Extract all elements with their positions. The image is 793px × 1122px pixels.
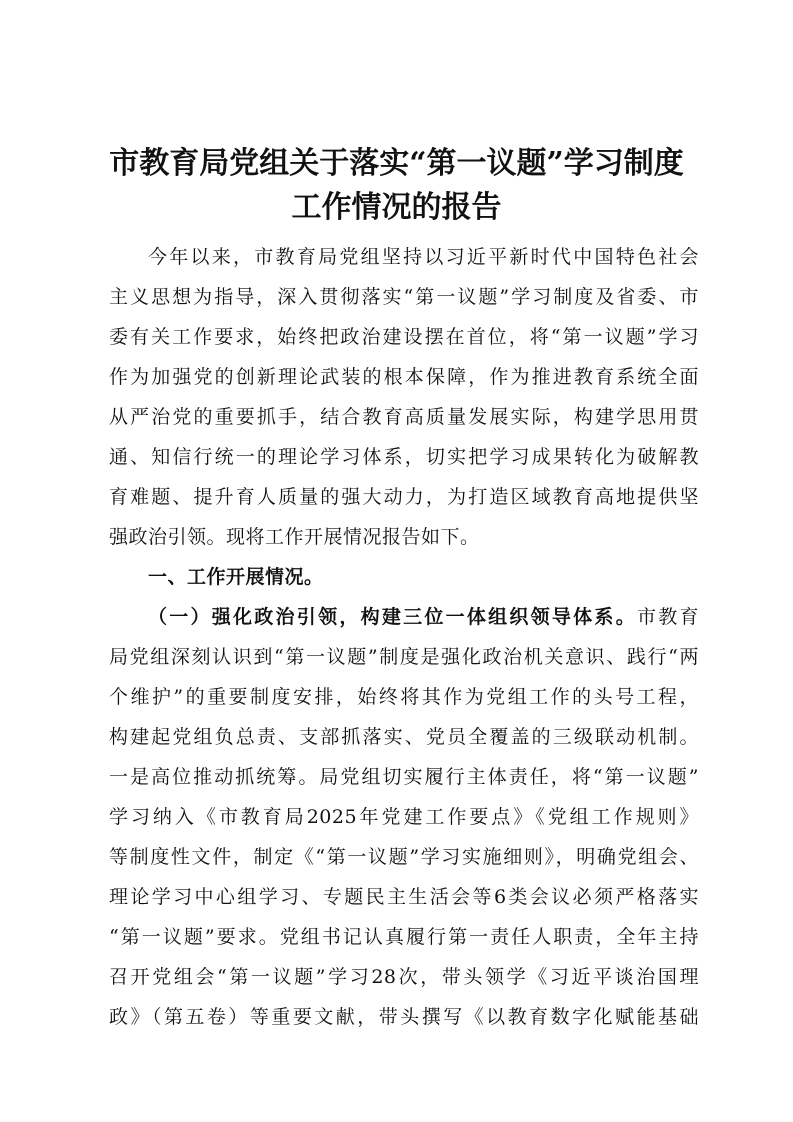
paragraph-line: 局党组深刻认识到“第一议题”制度是强化政治机关意识、践行“两 (109, 646, 699, 668)
paragraph-line: 今年以来，市教育局党组坚持以习近平新时代中国特色社会 (148, 246, 699, 268)
subsection-heading: （一）强化政治引领，构建三位一体组织领导体系。 (148, 606, 637, 628)
paragraph-line: 主义思想为指导，深入贯彻落实“第一议题”学习制度及省委、市 (109, 286, 699, 308)
paragraph-line: 强政治引领。现将工作开展情况报告如下。 (109, 526, 480, 548)
paragraph-line: 构建起党组负总责、支部抓落实、党员全覆盖的三级联动机制。 (109, 726, 699, 748)
paragraph-line: 理论学习中心组学习、专题民主生活会等6类会议必须严格落实 (109, 886, 699, 908)
paragraph-line: “第一议题”要求。党组书记认真履行第一责任人职责，全年主持 (109, 926, 699, 948)
paragraph-line: 个维护”的重要制度安排，始终将其作为党组工作的头号工程， (109, 686, 699, 708)
paragraph-line: 育难题、提升育人质量的强大动力，为打造区域教育高地提供坚 (109, 486, 699, 508)
paragraph-text: 市教育 (636, 606, 699, 628)
paragraph-line: 通、知信行统一的理论学习体系，切实把学习成果转化为破解教 (109, 446, 699, 468)
document-title-line-2: 工作情况的报告 (291, 190, 502, 225)
paragraph-line: 一是高位推动抓统筹。局党组切实履行主体责任，将“第一议题” (109, 766, 699, 788)
paragraph-line-with-subheading (148, 597, 699, 637)
paragraph-line: 等制度性文件，制定《“第一议题”学习实施细则》，明确党组会、 (109, 846, 699, 868)
paragraph-line: 委有关工作要求，始终把政治建设摆在首位，将“第一议题”学习 (109, 326, 699, 348)
paragraph-line: 从严治党的重要抓手，结合教育高质量发展实际，构建学思用贯 (109, 406, 699, 428)
document-title-line-1: 市教育局党组关于落实“第一议题”学习制度 (109, 146, 684, 181)
section-heading: 一、工作开展情况。 (148, 566, 324, 588)
paragraph-line: 政》（第五卷）等重要文献，带头撰写《以教育数字化赋能基础 (109, 1006, 699, 1028)
paragraph-line: 作为加强党的创新理论武装的根本保障，作为推进教育系统全面 (109, 366, 699, 388)
paragraph-line: 学习纳入《市教育局2025年党建工作要点》《党组工作规则》 (109, 806, 699, 828)
paragraph-line: 召开党组会“第一议题”学习28次，带头领学《习近平谈治国理 (109, 966, 699, 988)
